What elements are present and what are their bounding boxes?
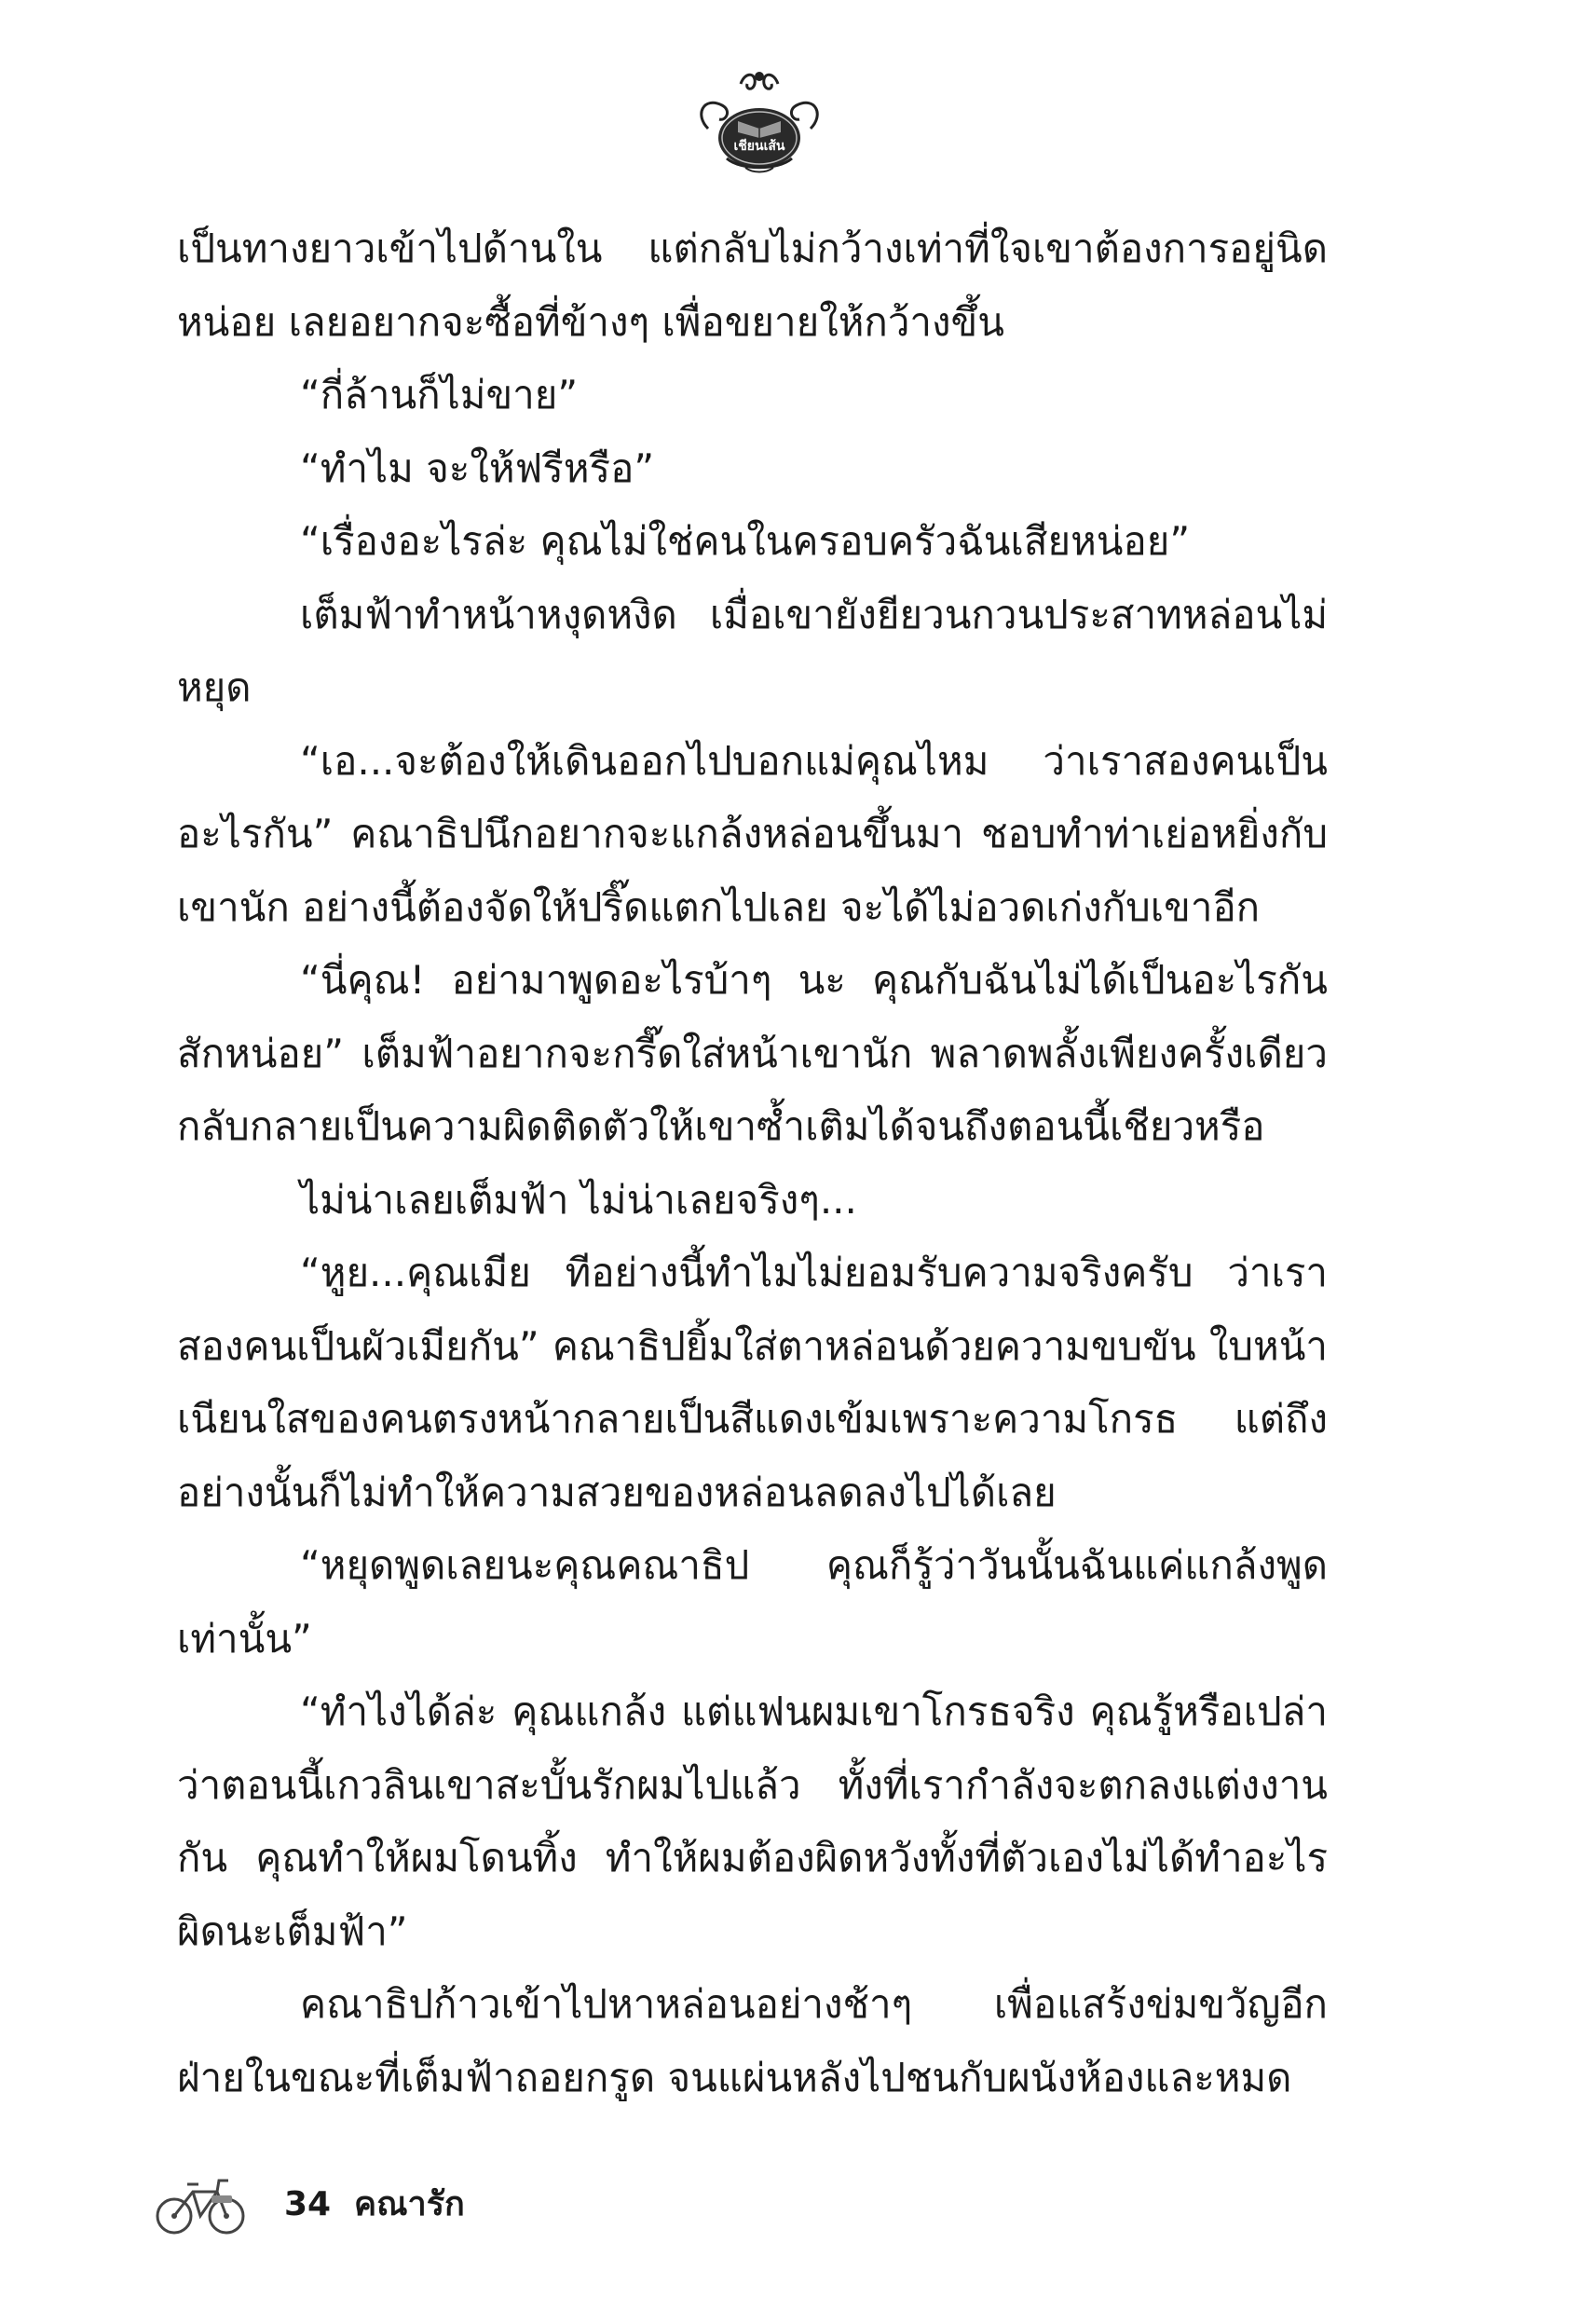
paragraph-1: เป็นทางยาวเข้าไปด้านใน แต่กลับไม่กว้างเท่าที่ใจเขาต้องการอยู่นิดหน่อย เลยอยากจะซื้อที่ข้างๆ เพื่อขยายให้กว้างขึ้น [177, 226, 1328, 345]
logo-text: เชียนเส้น [733, 139, 785, 154]
paragraph-8: ไม่น่าเลยเต็มฟ้า ไม่น่าเลยจริงๆ... [300, 1176, 857, 1223]
paragraph-6: “เอ...จะต้องให้เดินออกไปบอกแม่คุณไหม ว่าเราสองคนเป็นอะไรกัน” คณาธิปนึกอยากจะแกล้งหล่อนขึ้นมา ชอบทำท่าเย่อหยิ่งกับเขานัก อย่างนี้ต้องจัดให้ปริ๊ดแตกไปเลย จะได้ไม่อวดเก่งกับเขาอีก [177, 737, 1328, 930]
page-footer [154, 2171, 713, 2246]
paragraph-7: “นี่คุณ! อย่ามาพูดอะไรบ้าๆ นะ คุณกับฉันไม่ได้เป็นอะไรกันสักหน่อย” เต็มฟ้าอยากจะกรี๊ดใส่หน้าเขานัก พลาดพลั้งเพียงครั้งเดียวกลับกลายเป็นความผิดติดตัวให้เขาซ้ำเติมได้จนถึงตอนนี้เชียวหรือ [177, 957, 1328, 1149]
paragraph-4: “เรื่องอะไรล่ะ คุณไม่ใช่คนในครอบครัวฉันเสียหน่อย” [300, 518, 1191, 564]
page-number: 34 [284, 2185, 332, 2223]
paragraph-9: “หูย...คุณเมีย ทีอย่างนี้ทำไมไม่ยอมรับความจริงครับ ว่าเราสองคนเป็นผัวเมียกัน” คณาธิปยิ้มใส่ตาหล่อนด้วยความขบขัน ใบหน้าเนียนใสของคนตรงหน้ากลายเป็นสีแดงเข้มเพราะความโกรธ แต่ถึงอย่างนั้นก็ไม่ทำให้ความสวยของหล่อนลดลงไปได้เลย [177, 1250, 1328, 1515]
paragraph-12: คณาธิปก้าวเข้าไปหาหล่อนอย่างช้าๆ เพื่อแสร้งข่มขวัญอีกฝ่ายในขณะที่เต็มฟ้าถอยกรูด จนแผ่นหลังไปชนกับผนังห้องและหมด [177, 1981, 1328, 2100]
paragraph-3: “ทำไม จะให้ฟรีหรือ” [300, 444, 655, 491]
book-title: คณารัก [354, 2185, 465, 2223]
paragraph-5: เต็มฟ้าทำหน้าหงุดหงิด เมื่อเขายังยียวนกวนประสาทหล่อนไม่หยุด [177, 591, 1328, 710]
header-logo [689, 63, 829, 175]
page-body [177, 212, 1328, 2114]
bicycle-icon [154, 2171, 247, 2236]
paragraph-11: “ทำไงได้ล่ะ คุณแกล้ง แต่แฟนผมเขาโกรธจริง คุณรู้หรือเปล่าว่าตอนนี้เกวลินเขาสะบั้นรักผมไปแล้ว ทั้งที่เรากำลังจะตกลงแต่งงานกัน คุณทำให้ผมโดนทิ้ง ทำให้ผมต้องผิดหวังทั้งที่ตัวเองไม่ได้ทำอะไรผิดนะเต็มฟ้า” [177, 1689, 1328, 1954]
paragraph-10: “หยุดพูดเลยนะคุณคณาธิป คุณก็รู้ว่าวันนั้นฉันแค่แกล้งพูดเท่านั้น” [177, 1542, 1328, 1661]
paragraph-2: “กี่ล้านก็ไม่ขาย” [300, 372, 579, 417]
ornate-crest-icon [689, 63, 829, 175]
